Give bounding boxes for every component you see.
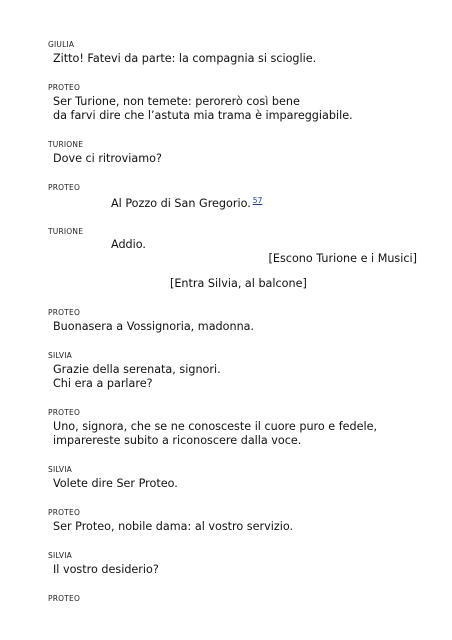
speaker-label: SILVIA <box>48 351 73 360</box>
speaker-label: SILVIA <box>48 465 73 474</box>
speaker-label: TURIONE <box>48 140 84 149</box>
stage-direction: [Entra Silvia, al balcone] <box>170 277 307 290</box>
speaker-label: TURIONE <box>48 227 84 236</box>
dialogue-line: Addio. <box>111 238 146 251</box>
speaker-label: PROTEO <box>48 594 81 603</box>
speaker-label: PROTEO <box>48 308 81 317</box>
speaker-label: PROTEO <box>48 408 81 417</box>
dialogue-line: Dove ci ritroviamo? <box>53 152 162 165</box>
dialogue-line: Chi era a parlare? <box>53 377 153 390</box>
speaker-label: GIULIA <box>48 40 75 49</box>
dialogue-line: Ser Proteo, nobile dama: al vostro servizio. <box>53 520 294 533</box>
footnote-link[interactable]: 57 <box>252 196 263 205</box>
dialogue-line <box>111 196 262 210</box>
speaker-label: PROTEO <box>48 508 81 517</box>
dialogue-line: Zitto! Fatevi da parte: la compagnia si scioglie. <box>53 52 317 65</box>
dialogue-line: Uno, signora, che se ne conosceste il cuore puro e fedele, <box>53 420 378 433</box>
dialogue-line: Il vostro desiderio? <box>53 563 159 576</box>
stage-direction: [Escono Turione e i Musici] <box>268 252 417 265</box>
dialogue-text: Al Pozzo di San Gregorio. <box>111 197 251 210</box>
dialogue-line: Volete dire Ser Proteo. <box>53 477 178 490</box>
dialogue-line: imparereste subito a riconoscere dalla voce. <box>53 434 302 447</box>
dialogue-line: Buonasera a Vossignoria, madonna. <box>53 320 255 333</box>
speaker-label: SILVIA <box>48 551 73 560</box>
dialogue-line: Grazie della serenata, signori. <box>53 363 221 376</box>
dialogue-line: Ser Turione, non temete: perorerò così bene <box>53 95 300 108</box>
dialogue-line: da farvi dire che l’astuta mia trama è impareggiabile. <box>53 109 353 122</box>
speaker-label: PROTEO <box>48 183 81 192</box>
speaker-label: PROTEO <box>48 83 81 92</box>
